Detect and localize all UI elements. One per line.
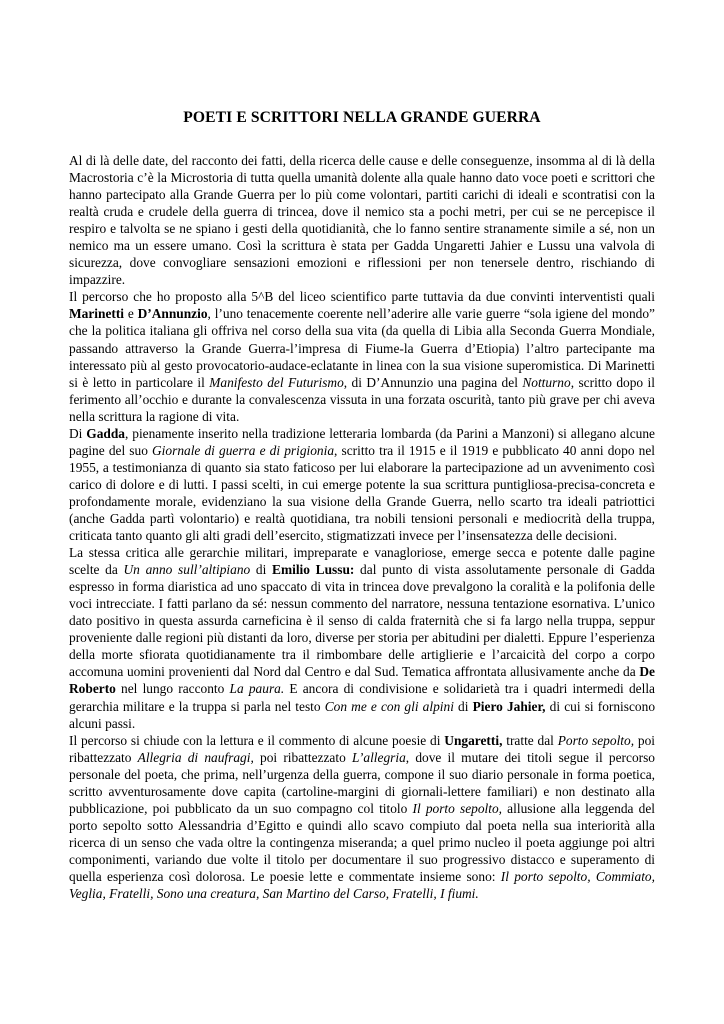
text-run: e	[124, 306, 138, 322]
text-run: , di D’Annunzio una pagina del	[343, 374, 523, 390]
document-body	[69, 152, 655, 902]
italic-text: Con me e con gli alpini	[324, 698, 454, 714]
text-run: poi ribattezzato	[69, 732, 655, 765]
italic-text: Giornale di guerra e di prigionia	[152, 442, 335, 458]
paragraph-1	[69, 152, 655, 288]
paragraph-2	[69, 288, 655, 424]
text-run: allusione alla leggenda del porto sepolto sotto Alessandria d’Egitto e quindi allo scavo compiuto dal poeta nella sua interiorità alla ricerca di un senso che vada oltre la contingenza miseranda; a quel primo nucleo il poeta aggiunge poi altri componimenti, variando due volte il titolo per documentare il suo progressivo distacco e superamento di quella esperienza così dolorosa. Le poesie lette e commentate insieme sono:	[69, 800, 655, 884]
text-run: E ancora di condivisione e solidarietà tra i quadri intermedi della gerarchia militare e la truppa si parla nel testo	[69, 681, 655, 714]
text-run: , pienamente inserito nella tradizione letteraria lombarda (da Parini a Manzoni) si allegano alcune pagine del suo	[69, 425, 655, 458]
bold-text: Piero Jahier,	[472, 698, 546, 714]
text-run: di	[250, 562, 273, 578]
text-run: , scritto tra il 1915 e il 1919 e pubblicato 40 anni dopo nel 1955, a testimonianza di quanto sia stato faticoso per lui elaborare la partecipazione ad un avvenimento così carico di dolore e di lutti. I passi scelti, in cui emerge potente la sua scrittura puntigliosa-precisa-concreta e profondamente morale, evidenziano la sua visione della Grande Guerra, nello scarto tra ideali patriottici (anche Gadda partì volontario) e realtà quotidiana, tra nobili tensioni personali e mediocrità della truppa, criticata tanto quanto gli alti gradi dell’esercito, stigmatizzati invece per l’insensatezza delle decisioni.	[69, 442, 655, 544]
italic-text: Un anno sull’altipiano	[123, 562, 251, 578]
text-run: Di	[69, 425, 87, 441]
italic-text: La paura.	[229, 681, 285, 697]
text-run: di cui si forniscono alcuni passi.	[69, 698, 656, 731]
italic-text: Manifesto del Futurismo	[209, 374, 344, 390]
italic-text: Allegria di naufragi,	[137, 749, 254, 765]
text-run: dal punto di vista assolutamente personale di Gadda espresso in forma diaristica ad uno spaccato di vita in trincea dove prevalgono la coralità e la polifonia delle voci intrecciate. I fatti parlano da sé: nessun commento del narratore, nessuna tentazione esornativa. L’unico dato positivo in questa assurda carneficina è il senso di calda fraternità che si fa largo nella truppa, seppur proveniente dalle regioni più distanti da loro, diverse per storia per abitudini per dialetti. Eppure l’esperienza della morte sfiorata quotidianamente tra il rimbombare delle artiglierie e l’arcaicità del corpo a corpo accomuna uomini provenienti dal Nord dal Centro e dal Sud. Tematica affrontata allusivamente anche da	[69, 562, 655, 680]
text-run: La stessa critica alle gerarchie militari, impreparate e vanagloriose, emerge secca e potente dalle pagine scelte da	[69, 545, 655, 578]
italic-text: Il porto sepolto, Commiato, Veglia, Fratelli, Sono una creatura, San Martino del Carso, Fratelli, I fiumi.	[69, 868, 655, 902]
paragraph-5	[69, 732, 655, 902]
paragraph-3	[69, 425, 655, 544]
bold-text: De Roberto	[69, 664, 655, 697]
bold-text: D’Annunzio	[137, 306, 208, 322]
text-run: , l’uno tenacemente coerente nell’aderire alle varie guerre “sola igiene del mondo” che la politica italiana gli offriva nel corso della sua vita (da quella di Libia alla Seconda Guerra Mondiale, passando attraverso la Grande Guerra-l’impresa di Fiume-la Guerra d’Etiopia) l’altro partecipante ma interessato più al gesto provocatorio-audace-eclatante in linea con la sua visione superomistica. Di Marinetti si è letto in particolare il	[69, 306, 655, 390]
bold-text: Gadda	[86, 425, 125, 441]
italic-text: L’allegria	[351, 749, 406, 765]
text-run: , dove il mutare dei titoli segue il percorso personale del poeta, che prima, nell’urgenza della guerra, compone il suo diario personale in forma poetica, scritto avventurosamente dove capita (cartoline-margini di giornali-lettere familiari) e non destinato alla pubblicazione, poi pubblicato da un suo compagno col titolo	[69, 749, 656, 816]
bold-text: Ungaretti,	[444, 732, 503, 748]
text-run: tratte dal	[502, 732, 558, 748]
text-run: di	[453, 698, 473, 714]
italic-text: Porto sepolto,	[557, 732, 635, 748]
text-run: poi ribattezzato	[253, 749, 352, 765]
text-run: Il percorso che ho proposto alla 5^B del liceo scientifico parte tuttavia da due convinti interventisti quali	[69, 289, 655, 305]
text-run: nel lungo racconto	[115, 681, 230, 697]
italic-text: Notturno	[522, 374, 571, 390]
bold-text: Emilio Lussu:	[272, 562, 355, 578]
document-title: POETI E SCRITTORI NELLA GRANDE GUERRA	[183, 109, 541, 126]
italic-text: Il porto sepolto,	[412, 800, 503, 816]
text-run: Il percorso si chiude con la lettura e il commento di alcune poesie di	[69, 732, 445, 748]
bold-text: Marinetti	[69, 306, 125, 322]
text-run: Al di là delle date, del racconto dei fatti, della ricerca delle cause e delle conseguenze, insomma al di là della Macrostoria c’è la Microstoria di tutta quella umanità dolente alla quale hanno dato voce poeti e scrittori che hanno partecipato alla Grande Guerra per lo più come volontari, partiti carichi di ideali e scontratisi con la realtà cruda e crudele della guerra di trincea, dove il nemico sta a pochi metri, per cui se ne percepisce il respiro e talvolta se ne spiano i gesti della quotidianità, che lo fanno sentire stranamente simile a sé, non un nemico ma un essere umano. Così la scrittura è stata per Gadda Ungaretti Jahier e Lussu una valvola di sicurezza, dove convogliare sensazioni emozioni e riflessioni per non tenersele dentro, rischiando di impazzire.	[69, 153, 655, 288]
text-run: , scritto dopo il ferimento all’occhio e durante la convalescenza vissuta in una forzata oscurità, tanto più grave per chi aveva nella scrittura la ragione di vita.	[69, 374, 655, 424]
paragraph-4	[69, 544, 655, 732]
